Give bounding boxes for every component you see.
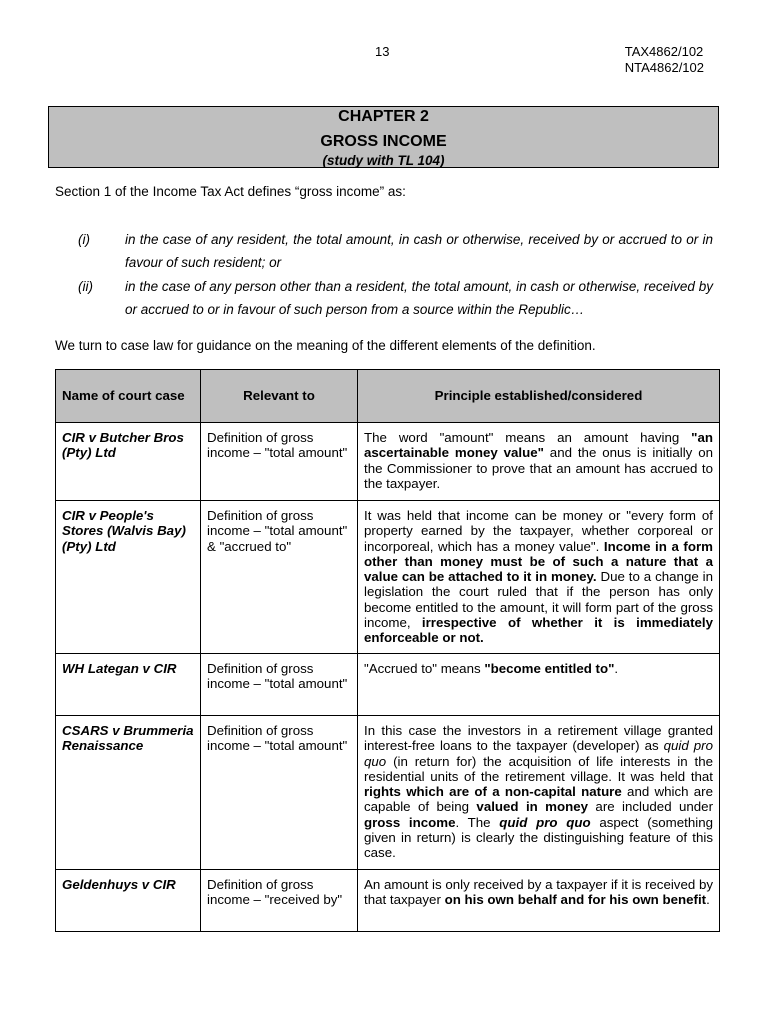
principle-text: "Accrued to" means (364, 661, 485, 676)
principle-emphasis: on his own behalf and for his own benefit (444, 892, 707, 908)
principle-text: and the onus is initially on the Commissioner to prove that an amount has accrued to the taxpayer. (364, 445, 713, 491)
principle (358, 501, 720, 654)
relevant-to: Definition of gross income – "total amount" & "accrued to" (201, 501, 358, 654)
header-principle: Principle established/considered (358, 370, 720, 423)
principle-text: An amount is only received by a taxpayer if it is received by that taxpayer (364, 877, 713, 908)
intro-paragraph: Section 1 of the Income Tax Act defines “gross income” as: (55, 184, 406, 199)
principle-emphasis: Income in a form other than money must be of such a nature that a value can be attached to it in money. (364, 538, 713, 585)
table-row (56, 423, 720, 501)
relevant-to: Definition of gross income – "total amount" (201, 716, 358, 870)
definition-text: in the case of any resident, the total amount, in cash or otherwise, received by or accrued to or in favour of such resident; or (125, 232, 713, 270)
principle-emphasis: gross income (364, 814, 456, 830)
principle-latin-term: quid pro quo (364, 738, 714, 769)
guidance-paragraph: We turn to case law for guidance on the meaning of the different elements of the definition. (55, 338, 596, 353)
definition-number: (i) (78, 232, 90, 247)
principle-text: In this case the investors in a retirement village granted interest-free loans to the taxpayer (developer) as (364, 723, 713, 754)
principle-text: It was held that income can be money or "every form of property earned by the taxpayer, whether corporeal or incorporeal, which has a money value". (364, 508, 713, 554)
principle (358, 654, 720, 716)
module-code-1: TAX4862/102 (624, 44, 704, 59)
module-codes (625, 44, 704, 76)
module-code-2: NTA4862/102 (624, 60, 704, 75)
definition-text: in the case of any person other than a resident, the total amount, in cash or otherwise, received by or accrued to or in favour of such person from a source within the Republic… (125, 279, 713, 317)
definition-number: (ii) (78, 279, 93, 294)
principle-text: . (706, 892, 710, 908)
chapter-title: CHAPTER 2 (338, 108, 429, 125)
principle-text: are included under (588, 799, 713, 815)
table-row (56, 501, 720, 654)
principle (358, 423, 720, 501)
table-row (56, 654, 720, 716)
principle-emphasis: "become entitled to" (484, 661, 615, 676)
principle-text: (in return for) the acquisition of life interests in the residential units of the retirement village. It was held that (364, 753, 713, 784)
chapter-banner (48, 106, 719, 168)
principle-emphasis: rights which are of a non-capital nature (364, 784, 622, 800)
principle-text: Due to a change in legislation the court ruled that if the person has only become entitled to the amount, it will form part of the gross income, (364, 569, 714, 631)
case-name: WH Lategan v CIR (56, 654, 201, 716)
principle-text: and which are capable of being (364, 784, 714, 815)
case-name: CSARS v Brummeria Renaissance (56, 716, 201, 870)
table-row (56, 716, 720, 870)
principle-emphasis: valued in money (476, 799, 589, 815)
relevant-to: Definition of gross income – "total amount" (201, 423, 358, 501)
chapter-subtitle: GROSS INCOME (320, 133, 447, 150)
header-relevant-to: Relevant to (201, 370, 358, 423)
principle (358, 716, 720, 870)
relevant-to: Definition of gross income – "received by" (201, 870, 358, 932)
principle-emphasis: "an ascertainable money value" (364, 430, 713, 461)
principle-latin-term: quid pro quo (499, 814, 591, 830)
principle-text: . The (455, 814, 500, 830)
page-number: 13 (375, 44, 390, 59)
relevant-to: Definition of gross income – "total amount" (201, 654, 358, 716)
case-name: CIR v Butcher Bros (Pty) Ltd (56, 423, 201, 501)
principle-text: aspect (something given in return) is clearly the distinguishing feature of this case. (364, 814, 713, 861)
principle-emphasis: irrespective of whether it is immediately enforceable or not. (364, 615, 713, 646)
case-name: Geldenhuys v CIR (56, 870, 201, 932)
table-row (56, 870, 720, 932)
principle-text: The word "amount" means an amount having (364, 430, 692, 445)
principle-text: . (614, 661, 619, 676)
header-court-case: Name of court case (56, 370, 201, 423)
table-header-row (56, 370, 720, 423)
case-name: CIR v People's Stores (Walvis Bay) (Pty) Ltd (56, 501, 201, 654)
principle (358, 870, 720, 932)
chapter-study-note: (study with TL 104) (322, 153, 445, 168)
case-law-table (55, 369, 720, 932)
